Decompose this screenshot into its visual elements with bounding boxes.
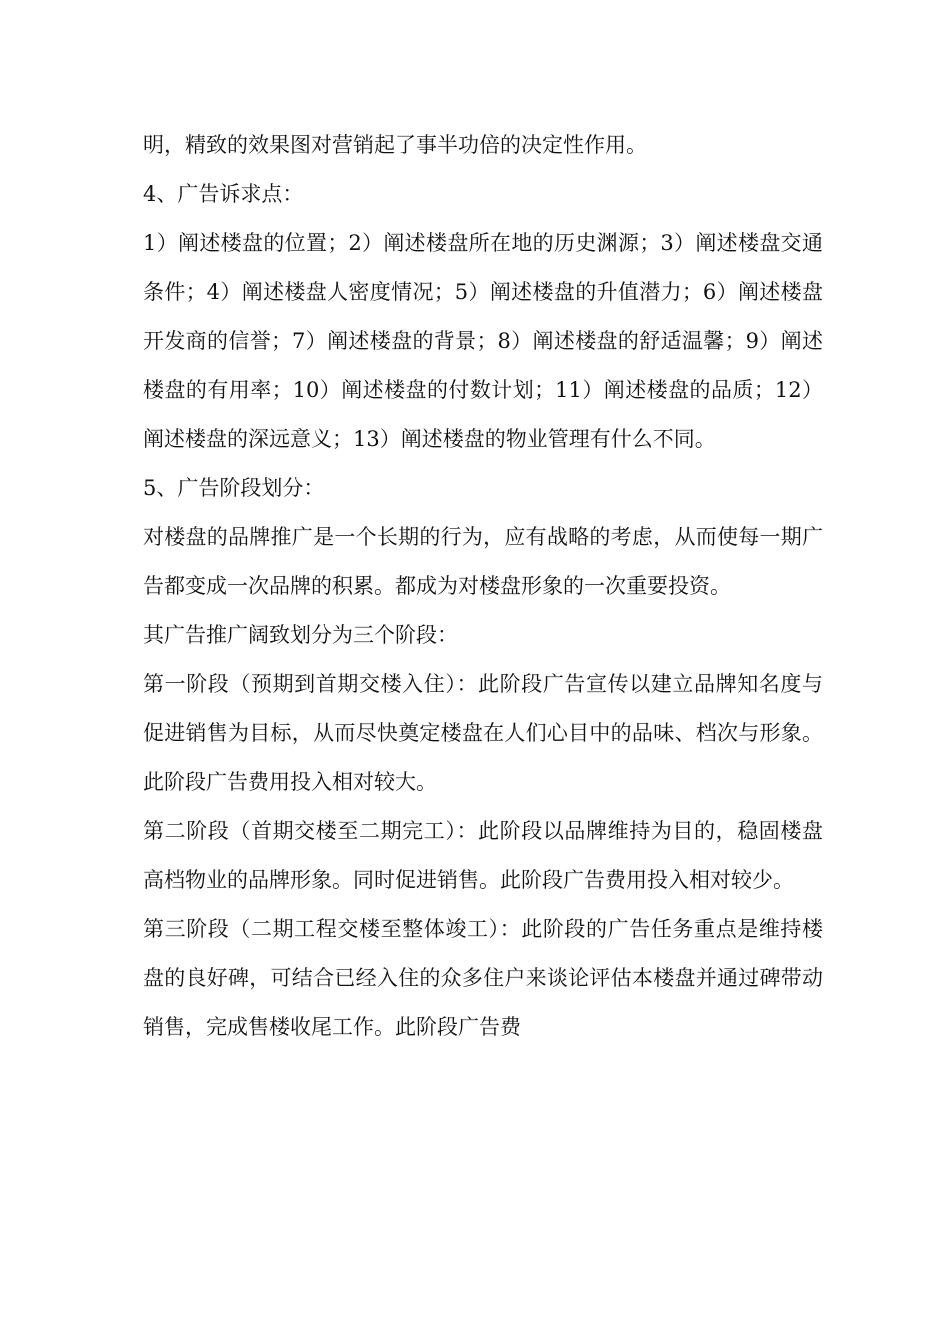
paragraph-appeal-points-list: 1）阐述楼盘的位置；2）阐述楼盘所在地的历史渊源；3）阐述楼盘交通条件；4）阐述楼盘人密度情况；5）阐述楼盘的升值潜力；6）阐述楼盘开发商的信誉；7）阐述楼盘的背景；8）阐述楼盘的舒适温馨；9）阐述楼盘的有用率；10）阐述楼盘的付数计划；11）阐述楼盘的品质；12）阐述楼盘的深远意义；13）阐述楼盘的物业管理有什么不同。 <box>143 231 823 451</box>
document-body <box>143 121 823 1052</box>
paragraph-stage-one: 第一阶段（预期到首期交楼入住）：此阶段广告宣传以建立品牌知名度与促进销售为目标，从而尽快奠定楼盘在人们心目中的品味、档次与形象。此阶段广告费用投入相对较大。 <box>143 672 823 794</box>
paragraph-stage-three: 第三阶段（二期工程交楼至整体竣工）：此阶段的广告任务重点是维持楼盘的良好碑，可结合已经入住的众多住户来谈论评估本楼盘并通过碑带动销售，完成售楼收尾工作。此阶段广告费 <box>143 917 823 1039</box>
section-heading-ad-stages: 5、广告阶段划分： <box>143 476 325 500</box>
paragraph-three-stages-intro: 其广告推广阔致划分为三个阶段： <box>143 623 458 647</box>
paragraph-stage-two: 第二阶段（首期交楼至二期完工）：此阶段以品牌维持为目的，稳固楼盘高档物业的品牌形象。同时促进销售。此阶段广告费用投入相对较少。 <box>143 819 823 892</box>
paragraph-brand-promotion: 对楼盘的品牌推广是一个长期的行为，应有战略的考虑，从而使每一期广告都变成一次品牌的积累。都成为对楼盘形象的一次重要投资。 <box>143 525 823 598</box>
section-heading-appeal-points: 4、广告诉求点： <box>143 182 304 206</box>
paragraph-continuation: 明，精致的效果图对营销起了事半功倍的决定性作用。 <box>143 133 647 157</box>
